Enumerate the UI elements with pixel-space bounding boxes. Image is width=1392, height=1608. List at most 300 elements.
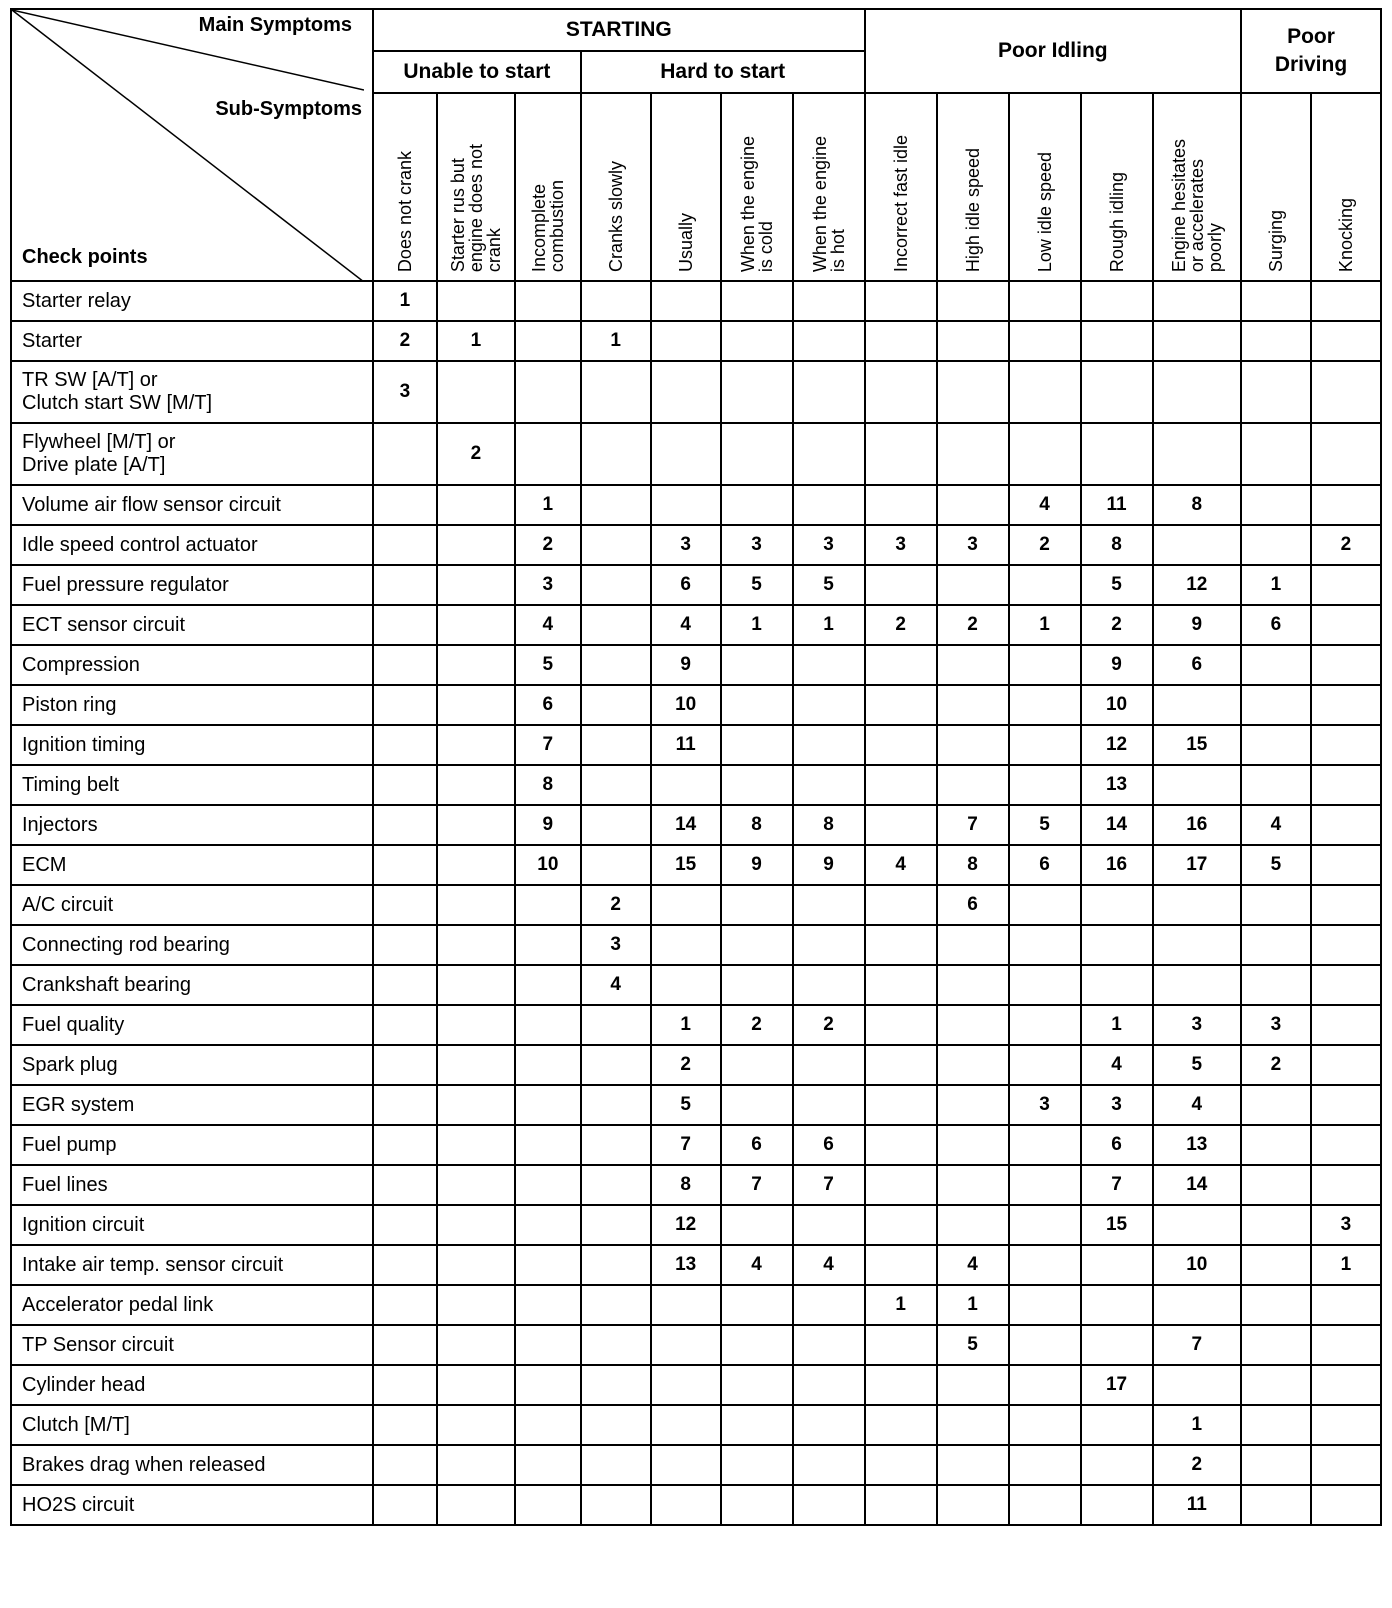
- hard-to-start-header: Hard to start: [581, 51, 865, 93]
- priority-cell: [1009, 885, 1081, 925]
- priority-cell: 1: [1153, 1405, 1241, 1445]
- priority-cell: [651, 321, 721, 361]
- priority-cell: 8: [515, 765, 581, 805]
- priority-cell: 5: [515, 645, 581, 685]
- priority-cell: 1: [865, 1285, 937, 1325]
- priority-cell: [1081, 925, 1153, 965]
- priority-cell: [937, 1365, 1009, 1405]
- priority-cell: [1009, 1005, 1081, 1045]
- priority-cell: [515, 1005, 581, 1045]
- priority-cell: [581, 805, 651, 845]
- check-point-name: Fuel quality: [11, 1005, 373, 1045]
- priority-cell: 8: [1153, 485, 1241, 525]
- priority-cell: [581, 525, 651, 565]
- priority-cell: 4: [651, 605, 721, 645]
- priority-cell: 5: [1009, 805, 1081, 845]
- starting-header: STARTING: [373, 9, 865, 51]
- priority-cell: [651, 965, 721, 1005]
- priority-cell: [437, 1245, 515, 1285]
- priority-cell: [1009, 725, 1081, 765]
- priority-cell: [1311, 1285, 1381, 1325]
- priority-cell: 4: [1009, 485, 1081, 525]
- priority-cell: 1: [1009, 605, 1081, 645]
- check-point-name: Spark plug: [11, 1045, 373, 1085]
- header-corner: [11, 9, 373, 281]
- table-row: [11, 1045, 1381, 1085]
- priority-cell: 6: [1241, 605, 1311, 645]
- priority-cell: [1241, 1405, 1311, 1445]
- priority-cell: [581, 605, 651, 645]
- table-row: [11, 1245, 1381, 1285]
- priority-cell: 12: [1153, 565, 1241, 605]
- table-row: [11, 525, 1381, 565]
- priority-cell: [865, 925, 937, 965]
- priority-cell: [1241, 965, 1311, 1005]
- priority-cell: [937, 645, 1009, 685]
- priority-cell: [1241, 1365, 1311, 1405]
- sub-symptom-label: When the engine is cold: [737, 135, 776, 272]
- priority-cell: [373, 1445, 437, 1485]
- priority-cell: 2: [1009, 525, 1081, 565]
- priority-cell: [865, 645, 937, 685]
- priority-cell: [1311, 725, 1381, 765]
- priority-cell: 3: [1153, 1005, 1241, 1045]
- priority-cell: 13: [651, 1245, 721, 1285]
- priority-cell: 8: [1081, 525, 1153, 565]
- priority-cell: [721, 885, 793, 925]
- priority-cell: [437, 1165, 515, 1205]
- priority-cell: [937, 685, 1009, 725]
- priority-cell: [373, 1085, 437, 1125]
- priority-cell: 1: [1241, 565, 1311, 605]
- table-row: [11, 423, 1381, 485]
- priority-cell: [581, 565, 651, 605]
- priority-cell: [1153, 321, 1241, 361]
- priority-cell: [581, 1045, 651, 1085]
- priority-cell: [373, 565, 437, 605]
- priority-cell: 3: [937, 525, 1009, 565]
- priority-cell: 8: [651, 1165, 721, 1205]
- poor-driving-header: [1241, 9, 1381, 93]
- priority-cell: [1081, 361, 1153, 423]
- priority-cell: [515, 1445, 581, 1485]
- priority-cell: [793, 485, 865, 525]
- check-point-name: Timing belt: [11, 765, 373, 805]
- priority-cell: [1311, 1165, 1381, 1205]
- unable-to-start-header: Unable to start: [373, 51, 581, 93]
- priority-cell: 2: [373, 321, 437, 361]
- priority-cell: [515, 1245, 581, 1285]
- priority-cell: 3: [1081, 1085, 1153, 1125]
- priority-cell: 1: [937, 1285, 1009, 1325]
- priority-cell: [515, 1405, 581, 1445]
- priority-cell: [793, 1365, 865, 1405]
- priority-cell: [515, 1365, 581, 1405]
- priority-cell: [1311, 321, 1381, 361]
- priority-cell: [373, 1125, 437, 1165]
- sub-symptom-label: Incorrect fast idle: [890, 134, 911, 272]
- check-point-name: Idle speed control actuator: [11, 525, 373, 565]
- priority-cell: [1241, 1325, 1311, 1365]
- priority-cell: 10: [1081, 685, 1153, 725]
- priority-cell: [1009, 1165, 1081, 1205]
- table-row: [11, 1365, 1381, 1405]
- priority-cell: [1241, 281, 1311, 321]
- priority-cell: 8: [721, 805, 793, 845]
- table-row: [11, 1165, 1381, 1205]
- priority-cell: [437, 805, 515, 845]
- priority-cell: [865, 1405, 937, 1445]
- table-row: [11, 281, 1381, 321]
- priority-cell: [865, 725, 937, 765]
- priority-cell: [1311, 1365, 1381, 1405]
- priority-cell: 6: [1081, 1125, 1153, 1165]
- priority-cell: [793, 1485, 865, 1525]
- priority-cell: [793, 925, 865, 965]
- priority-cell: 6: [1009, 845, 1081, 885]
- priority-cell: 5: [1153, 1045, 1241, 1085]
- priority-cell: 2: [865, 605, 937, 645]
- check-point-name: Starter relay: [11, 281, 373, 321]
- priority-cell: [1009, 685, 1081, 725]
- priority-cell: 10: [515, 845, 581, 885]
- priority-cell: [1241, 1445, 1311, 1485]
- priority-cell: [1153, 765, 1241, 805]
- priority-cell: [865, 321, 937, 361]
- priority-cell: [581, 361, 651, 423]
- priority-cell: 5: [937, 1325, 1009, 1365]
- priority-cell: [1311, 361, 1381, 423]
- sub-symptom-header: [1311, 93, 1381, 281]
- priority-cell: 3: [651, 525, 721, 565]
- priority-cell: [1311, 1125, 1381, 1165]
- diagonal-lines: [12, 10, 364, 281]
- priority-cell: [865, 361, 937, 423]
- table-row: [11, 1205, 1381, 1245]
- table-row: [11, 885, 1381, 925]
- priority-cell: 6: [515, 685, 581, 725]
- priority-cell: [651, 361, 721, 423]
- priority-cell: [437, 1125, 515, 1165]
- priority-cell: [865, 885, 937, 925]
- priority-cell: [437, 1005, 515, 1045]
- priority-cell: [937, 965, 1009, 1005]
- priority-cell: [1311, 1405, 1381, 1445]
- priority-cell: [1311, 1445, 1381, 1485]
- priority-cell: 5: [1081, 565, 1153, 605]
- priority-cell: 7: [937, 805, 1009, 845]
- check-point-name: Fuel lines: [11, 1165, 373, 1205]
- check-point-name: HO2S circuit: [11, 1485, 373, 1525]
- priority-cell: 12: [651, 1205, 721, 1245]
- priority-cell: [865, 965, 937, 1005]
- poor-idling-header: Poor Idling: [865, 9, 1241, 93]
- priority-cell: [515, 1205, 581, 1245]
- priority-cell: [721, 645, 793, 685]
- priority-cell: [1009, 1445, 1081, 1485]
- priority-cell: [651, 1365, 721, 1405]
- priority-cell: [721, 965, 793, 1005]
- sub-symptom-label: High idle speed: [962, 147, 983, 272]
- priority-cell: [721, 1325, 793, 1365]
- priority-cell: [515, 1125, 581, 1165]
- check-point-name: Ignition timing: [11, 725, 373, 765]
- priority-cell: [1153, 525, 1241, 565]
- priority-cell: [1081, 1285, 1153, 1325]
- priority-cell: [437, 605, 515, 645]
- sub-symptom-header: [373, 93, 437, 281]
- table-row: [11, 1085, 1381, 1125]
- priority-cell: [581, 1405, 651, 1445]
- priority-cell: [373, 725, 437, 765]
- sub-symptom-header: [437, 93, 515, 281]
- priority-cell: [1311, 805, 1381, 845]
- priority-cell: [793, 685, 865, 725]
- table-row: [11, 965, 1381, 1005]
- priority-cell: 3: [721, 525, 793, 565]
- priority-cell: [437, 281, 515, 321]
- priority-cell: [1009, 1045, 1081, 1085]
- priority-cell: 4: [515, 605, 581, 645]
- sub-symptom-label: Knocking: [1335, 197, 1356, 272]
- priority-cell: [437, 565, 515, 605]
- priority-cell: [1153, 1205, 1241, 1245]
- priority-cell: 5: [721, 565, 793, 605]
- priority-cell: 9: [721, 845, 793, 885]
- table-row: [11, 361, 1381, 423]
- priority-cell: [373, 1325, 437, 1365]
- priority-cell: 14: [1081, 805, 1153, 845]
- priority-cell: [515, 281, 581, 321]
- priority-cell: [373, 805, 437, 845]
- priority-cell: [515, 1045, 581, 1085]
- priority-cell: [1241, 765, 1311, 805]
- priority-cell: [1081, 1325, 1153, 1365]
- priority-cell: [1081, 1245, 1153, 1285]
- priority-cell: 10: [651, 685, 721, 725]
- priority-cell: [651, 1325, 721, 1365]
- check-point-name: Piston ring: [11, 685, 373, 725]
- priority-cell: [1009, 1285, 1081, 1325]
- priority-cell: [1241, 1245, 1311, 1285]
- priority-cell: [373, 1045, 437, 1085]
- priority-cell: 2: [793, 1005, 865, 1045]
- priority-cell: [865, 1245, 937, 1285]
- priority-cell: [793, 423, 865, 485]
- priority-cell: 2: [437, 423, 515, 485]
- priority-cell: [581, 1445, 651, 1485]
- priority-cell: [373, 1205, 437, 1245]
- priority-cell: [581, 1325, 651, 1365]
- priority-cell: 1: [581, 321, 651, 361]
- priority-cell: 9: [515, 805, 581, 845]
- priority-cell: 4: [865, 845, 937, 885]
- priority-cell: [937, 1205, 1009, 1245]
- priority-cell: 1: [373, 281, 437, 321]
- sub-symptoms-label: Sub-Symptoms: [215, 98, 363, 120]
- priority-cell: [1311, 965, 1381, 1005]
- priority-cell: [721, 1405, 793, 1445]
- priority-cell: 14: [1153, 1165, 1241, 1205]
- priority-cell: [865, 1125, 937, 1165]
- check-point-name: Volume air flow sensor circuit: [11, 485, 373, 525]
- priority-cell: [437, 1325, 515, 1365]
- priority-cell: 6: [651, 565, 721, 605]
- priority-cell: [793, 725, 865, 765]
- priority-cell: [515, 1165, 581, 1205]
- check-points-body: [11, 281, 1381, 1525]
- check-points-label: Check points: [22, 246, 148, 268]
- priority-cell: [373, 1485, 437, 1525]
- priority-cell: [651, 423, 721, 485]
- priority-cell: [437, 1285, 515, 1325]
- priority-cell: [1311, 1045, 1381, 1085]
- sub-symptom-label: Usually: [675, 212, 696, 272]
- sub-symptom-header: [651, 93, 721, 281]
- priority-cell: 17: [1153, 845, 1241, 885]
- priority-cell: [1311, 1085, 1381, 1125]
- priority-cell: 2: [581, 885, 651, 925]
- priority-cell: [651, 765, 721, 805]
- priority-cell: [1009, 965, 1081, 1005]
- priority-cell: [581, 1365, 651, 1405]
- priority-cell: [1311, 845, 1381, 885]
- priority-cell: [1081, 965, 1153, 1005]
- priority-cell: [1081, 1485, 1153, 1525]
- priority-cell: [721, 1365, 793, 1405]
- priority-cell: [437, 1205, 515, 1245]
- priority-cell: [721, 1085, 793, 1125]
- table-row: [11, 1405, 1381, 1445]
- priority-cell: [1009, 925, 1081, 965]
- priority-cell: [937, 925, 1009, 965]
- priority-cell: [793, 1445, 865, 1485]
- priority-cell: [1081, 423, 1153, 485]
- priority-cell: [1153, 885, 1241, 925]
- check-point-name: Injectors: [11, 805, 373, 845]
- poor-driving-label: Poor Driving: [1274, 25, 1348, 76]
- table-row: [11, 485, 1381, 525]
- check-point-name: ECM: [11, 845, 373, 885]
- priority-cell: [373, 1165, 437, 1205]
- priority-cell: 2: [1081, 605, 1153, 645]
- priority-cell: [1241, 485, 1311, 525]
- priority-cell: [515, 925, 581, 965]
- check-point-name: Intake air temp. sensor circuit: [11, 1245, 373, 1285]
- sub-symptom-label: Surging: [1265, 209, 1286, 272]
- check-point-name: EGR system: [11, 1085, 373, 1125]
- priority-cell: 15: [1081, 1205, 1153, 1245]
- priority-cell: [581, 1205, 651, 1245]
- priority-cell: [373, 485, 437, 525]
- table-row: [11, 725, 1381, 765]
- priority-cell: [437, 1045, 515, 1085]
- priority-cell: [1153, 423, 1241, 485]
- priority-cell: 7: [793, 1165, 865, 1205]
- priority-cell: 3: [793, 525, 865, 565]
- priority-cell: 2: [1311, 525, 1381, 565]
- priority-cell: 2: [937, 605, 1009, 645]
- priority-cell: [1153, 925, 1241, 965]
- priority-cell: [515, 1325, 581, 1365]
- check-point-name: TR SW [A/T] or Clutch start SW [M/T]: [11, 361, 373, 423]
- table-row: [11, 1005, 1381, 1045]
- check-point-name: Accelerator pedal link: [11, 1285, 373, 1325]
- priority-cell: 1: [651, 1005, 721, 1045]
- priority-cell: [793, 1085, 865, 1125]
- check-point-name: Ignition circuit: [11, 1205, 373, 1245]
- priority-cell: [581, 1005, 651, 1045]
- priority-cell: [581, 1125, 651, 1165]
- priority-cell: [651, 885, 721, 925]
- priority-cell: [1081, 1405, 1153, 1445]
- priority-cell: [937, 361, 1009, 423]
- priority-cell: [1241, 885, 1311, 925]
- sub-symptom-header: [1081, 93, 1153, 281]
- priority-cell: [1241, 1285, 1311, 1325]
- priority-cell: 7: [651, 1125, 721, 1165]
- priority-cell: 6: [937, 885, 1009, 925]
- table-row: [11, 1285, 1381, 1325]
- priority-cell: [581, 1165, 651, 1205]
- priority-cell: [721, 423, 793, 485]
- priority-cell: [793, 765, 865, 805]
- check-point-name: A/C circuit: [11, 885, 373, 925]
- priority-cell: [937, 1005, 1009, 1045]
- priority-cell: [793, 645, 865, 685]
- priority-cell: [437, 1445, 515, 1485]
- priority-cell: [865, 485, 937, 525]
- priority-cell: [515, 885, 581, 925]
- priority-cell: [1311, 645, 1381, 685]
- table-row: [11, 565, 1381, 605]
- priority-cell: [937, 485, 1009, 525]
- priority-cell: [1241, 321, 1311, 361]
- priority-cell: [1311, 565, 1381, 605]
- priority-cell: [865, 1325, 937, 1365]
- table-row: [11, 765, 1381, 805]
- priority-cell: [373, 965, 437, 1005]
- priority-cell: [1311, 485, 1381, 525]
- priority-cell: [437, 1485, 515, 1525]
- priority-cell: [793, 321, 865, 361]
- priority-cell: [581, 765, 651, 805]
- priority-cell: [1311, 1325, 1381, 1365]
- priority-cell: [1153, 685, 1241, 725]
- priority-cell: [581, 685, 651, 725]
- priority-cell: 2: [515, 525, 581, 565]
- table-row: [11, 925, 1381, 965]
- priority-cell: [373, 605, 437, 645]
- priority-cell: 4: [937, 1245, 1009, 1285]
- priority-cell: [1241, 685, 1311, 725]
- priority-cell: [515, 1485, 581, 1525]
- sub-symptom-label: When the engine is hot: [809, 135, 848, 272]
- priority-cell: [437, 925, 515, 965]
- priority-cell: 2: [1153, 1445, 1241, 1485]
- priority-cell: 2: [721, 1005, 793, 1045]
- priority-cell: [793, 361, 865, 423]
- priority-cell: [1311, 281, 1381, 321]
- priority-cell: 6: [1153, 645, 1241, 685]
- check-point-name: Fuel pump: [11, 1125, 373, 1165]
- check-point-name: Fuel pressure regulator: [11, 565, 373, 605]
- priority-cell: [437, 1365, 515, 1405]
- sub-symptom-label: Engine hesitates or accelerates poorly: [1168, 138, 1225, 272]
- priority-cell: [721, 1285, 793, 1325]
- priority-cell: [1241, 423, 1311, 485]
- priority-cell: [651, 1445, 721, 1485]
